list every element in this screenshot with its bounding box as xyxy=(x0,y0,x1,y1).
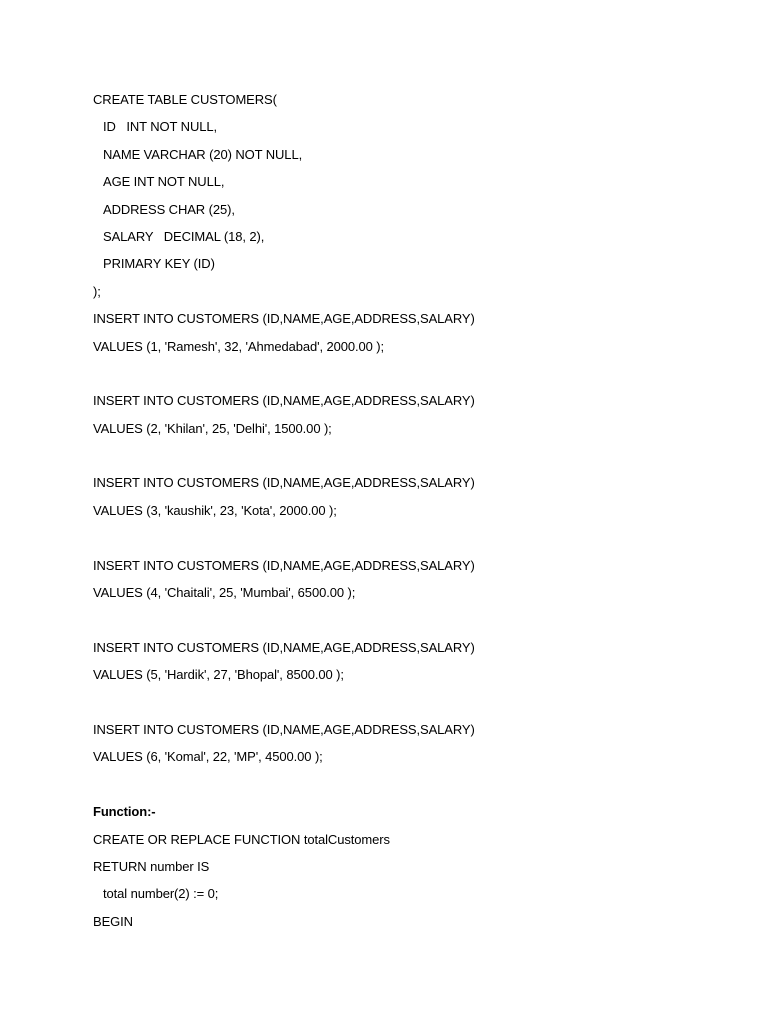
column-definition: SALARY DECIMAL (18, 2), xyxy=(103,228,265,244)
insert-statement: INSERT INTO CUSTOMERS (ID,NAME,AGE,ADDRESS,SALARY) xyxy=(93,393,475,409)
insert-values: VALUES (5, 'Hardik', 27, 'Bhopal', 8500.00 ); xyxy=(93,667,344,683)
column-definition: AGE INT NOT NULL, xyxy=(103,174,225,190)
insert-statement: INSERT INTO CUSTOMERS (ID,NAME,AGE,ADDRESS,SALARY) xyxy=(93,639,475,655)
blank-line xyxy=(93,771,713,798)
document-body xyxy=(93,86,713,935)
function-heading: Function:- xyxy=(93,804,156,820)
insert-values: VALUES (3, 'kaushik', 23, 'Kota', 2000.00 ); xyxy=(93,502,337,518)
function-line: RETURN number IS xyxy=(93,858,210,874)
primary-key-definition: PRIMARY KEY (ID) xyxy=(103,256,215,272)
insert-statement: INSERT INTO CUSTOMERS (ID,NAME,AGE,ADDRESS,SALARY) xyxy=(93,311,475,327)
function-line: BEGIN xyxy=(93,913,133,929)
blank-line xyxy=(93,524,713,551)
function-line: CREATE OR REPLACE FUNCTION totalCustomers xyxy=(93,831,390,847)
function-line: total number(2) := 0; xyxy=(103,886,219,902)
insert-values: VALUES (6, 'Komal', 22, 'MP', 4500.00 ); xyxy=(93,749,323,765)
column-definition: ID INT NOT NULL, xyxy=(103,119,218,135)
insert-statement: INSERT INTO CUSTOMERS (ID,NAME,AGE,ADDRESS,SALARY) xyxy=(93,721,475,737)
blank-line xyxy=(93,606,713,633)
insert-values: VALUES (4, 'Chaitali', 25, 'Mumbai', 6500.00 ); xyxy=(93,585,356,601)
create-table-close: ); xyxy=(93,283,101,299)
insert-statement: INSERT INTO CUSTOMERS (ID,NAME,AGE,ADDRESS,SALARY) xyxy=(93,475,475,491)
insert-values: VALUES (1, 'Ramesh', 32, 'Ahmedabad', 2000.00 ); xyxy=(93,338,385,354)
column-definition: ADDRESS CHAR (25), xyxy=(103,201,235,217)
insert-statement: INSERT INTO CUSTOMERS (ID,NAME,AGE,ADDRESS,SALARY) xyxy=(93,557,475,573)
create-table-header: CREATE TABLE CUSTOMERS( xyxy=(93,92,277,107)
blank-line xyxy=(93,360,713,387)
column-definition: NAME VARCHAR (20) NOT NULL, xyxy=(103,146,303,162)
insert-values: VALUES (2, 'Khilan', 25, 'Delhi', 1500.00 ); xyxy=(93,420,332,436)
blank-line xyxy=(93,442,713,469)
blank-line xyxy=(93,689,713,716)
